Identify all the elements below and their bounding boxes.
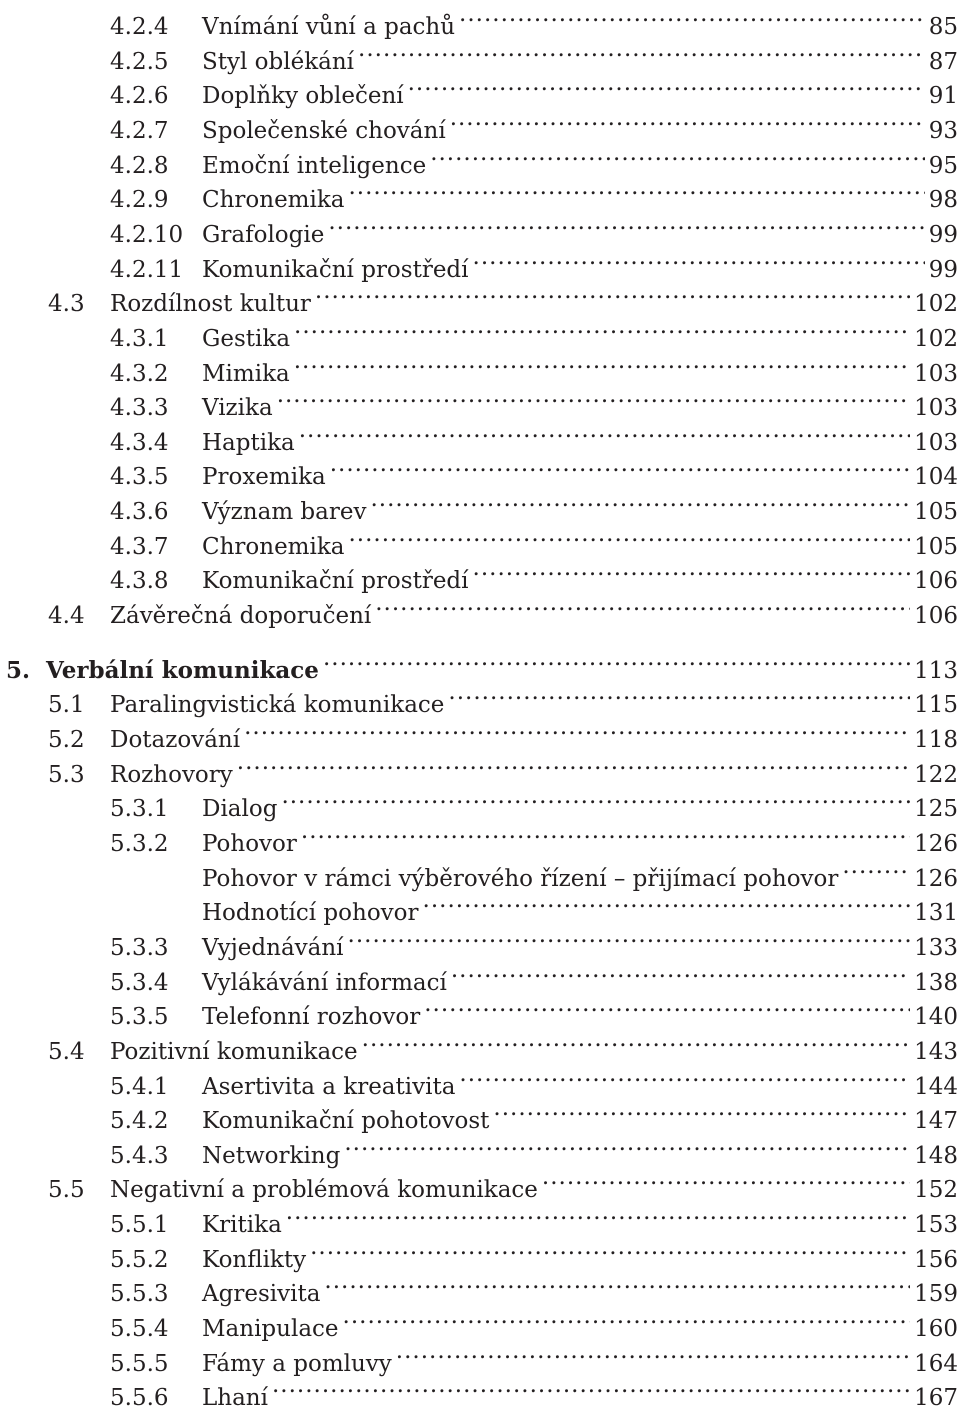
toc-entry-page: 98 [928, 187, 958, 214]
toc-entry-title: Rozdílnost kultur [110, 291, 311, 318]
toc-entry-page: 144 [914, 1073, 958, 1100]
toc-entry-title: Proxemika [202, 464, 326, 491]
dot-leader [459, 1060, 910, 1094]
toc-entry-page: 102 [914, 325, 958, 352]
toc-entry-number: 4.3.7 [110, 533, 169, 560]
toc-entry-number: 5.2 [48, 727, 85, 753]
toc-entry-page: 126 [914, 865, 958, 892]
dot-leader [324, 1267, 910, 1301]
toc-entry-page: 148 [914, 1142, 958, 1169]
toc-entry-number: 5.5.2 [110, 1246, 169, 1273]
dot-leader [281, 782, 910, 816]
toc-entry-page: 106 [914, 568, 958, 595]
toc-entry[interactable] [202, 852, 958, 892]
dot-leader [294, 312, 910, 346]
toc-entry-page: 160 [914, 1316, 958, 1343]
toc-entry-number: 5.5 [48, 1177, 85, 1204]
toc-entry-title: Telefonní rozhovor [202, 1004, 421, 1031]
dot-leader [842, 852, 910, 886]
toc-entry-title: Hodnotící pohovor [202, 900, 419, 927]
toc-entry-page: 140 [914, 1004, 958, 1031]
toc-entry-title: Gestika [202, 325, 291, 352]
toc-entry-page: 143 [914, 1038, 958, 1065]
toc-entry-page: 118 [914, 727, 958, 753]
toc-entry-number: 4.3.4 [110, 429, 169, 456]
toc-entry-title: Komunikační pohotovost [202, 1108, 490, 1135]
toc-entry[interactable] [110, 1129, 958, 1169]
dot-leader [272, 1371, 910, 1405]
toc-entry-page: 105 [914, 533, 958, 560]
toc-entry-number: 5.4 [48, 1038, 85, 1065]
toc-entry-number: 5.5.5 [110, 1350, 169, 1377]
toc-entry-title: Chronemika [202, 187, 345, 214]
toc-entry[interactable] [110, 1302, 958, 1343]
toc-entry-title: Dotazování [110, 727, 241, 753]
toc-entry[interactable] [48, 713, 958, 753]
toc-entry[interactable] [110, 520, 958, 560]
dot-leader [343, 1302, 911, 1336]
toc-entry[interactable] [110, 208, 958, 248]
toc-entry-number: 5.1 [48, 692, 85, 719]
toc-entry-page: 115 [914, 692, 958, 719]
toc-entry[interactable] [202, 886, 958, 927]
toc-entry-title: Verbální komunikace [46, 656, 319, 684]
toc-entry-page: 102 [914, 291, 958, 318]
toc-entry[interactable] [110, 956, 958, 996]
toc-entry-page: 159 [914, 1281, 958, 1308]
toc-entry-number: 4.3.5 [110, 464, 169, 491]
toc-entry-number: 4.2.5 [110, 48, 169, 75]
toc-entry-page: 85 [928, 14, 958, 40]
toc-entry-number: 4.2.9 [110, 187, 169, 214]
toc-entry-number: 4.4 [48, 603, 85, 630]
toc-entry[interactable] [48, 748, 958, 788]
toc-entry-page: 122 [914, 761, 958, 788]
toc-entry-page: 152 [914, 1177, 958, 1204]
toc-entry-page: 156 [914, 1246, 958, 1273]
toc-entry-number: 5.3.3 [110, 934, 169, 961]
dot-leader [459, 0, 925, 34]
toc-entry[interactable] [110, 1060, 958, 1100]
toc-entry[interactable] [110, 1267, 958, 1308]
dot-leader [294, 347, 910, 381]
toc-entry-title: Styl oblékání [202, 48, 355, 75]
toc-entry-page: 133 [914, 934, 958, 961]
dot-leader [423, 886, 911, 920]
toc-entry-title: Pohovor [202, 830, 297, 857]
toc-entry-page: 153 [914, 1212, 958, 1239]
toc-entry[interactable] [110, 416, 958, 456]
toc-entry-title: Manipulace [202, 1316, 339, 1343]
dot-leader [362, 1025, 910, 1059]
dot-leader [450, 104, 925, 138]
toc-entry-title: Negativní a problémová komunikace [110, 1177, 538, 1204]
toc-entry-page: 138 [914, 969, 958, 996]
toc-entry-title: Paralingvistická komunikace [110, 692, 445, 719]
dot-leader [396, 1337, 910, 1371]
toc-entry-number: 4.2.6 [110, 83, 169, 110]
toc-entry-number: 5.4.2 [110, 1108, 169, 1135]
dot-leader [430, 139, 925, 173]
dot-leader [344, 1129, 910, 1163]
dot-leader [310, 1233, 910, 1267]
dot-leader [328, 208, 924, 242]
toc-entry[interactable] [110, 990, 958, 1031]
toc-entry-title: Lhaní [202, 1385, 268, 1412]
toc-entry-title: Vnímání vůní a pachů [202, 14, 456, 40]
toc-entry[interactable] [110, 1094, 958, 1135]
toc-entry-page: 113 [914, 657, 958, 684]
dot-leader [349, 173, 925, 207]
toc-entry[interactable] [48, 589, 958, 630]
dot-leader [448, 678, 910, 712]
toc-entry-number: 4.2.8 [110, 152, 169, 179]
toc-entry-page: 99 [928, 256, 958, 283]
toc-entry-title: Rozhovory [110, 761, 233, 788]
toc-entry-page: 167 [914, 1385, 958, 1412]
toc-entry[interactable] [110, 381, 958, 422]
dot-leader [315, 277, 910, 311]
toc-entry[interactable] [110, 450, 958, 491]
toc-entry-page: 103 [914, 395, 958, 422]
toc-entry[interactable] [110, 312, 958, 352]
toc-entry[interactable] [110, 35, 958, 75]
toc-entry-number: 4.2.11 [110, 256, 184, 283]
toc-entry-page: 93 [928, 117, 958, 144]
toc-entry-page: 95 [928, 152, 958, 179]
toc-entry-title: Vylákávání informací [202, 969, 447, 996]
toc-entry[interactable] [110, 0, 958, 40]
dot-leader [375, 589, 910, 623]
toc-entry-page: 147 [914, 1108, 958, 1135]
toc-entry-number: 4.3.2 [110, 360, 169, 387]
toc-entry-number: 4.3.8 [110, 568, 169, 595]
dot-leader [370, 485, 910, 519]
toc-entry-number: 5.5.4 [110, 1316, 169, 1343]
toc-entry-title: Pohovor v rámci výběrového řízení – přijímací pohovor [202, 865, 839, 892]
toc-entry-title: Komunikační prostředí [202, 568, 469, 595]
toc-entry-title: Grafologie [202, 221, 325, 248]
toc-entry[interactable] [110, 173, 958, 214]
toc-entry[interactable] [110, 782, 958, 823]
dot-leader [237, 748, 910, 782]
toc-entry-title: Fámy a pomluvy [202, 1350, 392, 1377]
toc-entry-title: Networking [202, 1142, 341, 1169]
dot-leader [358, 35, 925, 69]
toc-entry-number: 5.3.1 [110, 796, 169, 823]
dot-leader [493, 1094, 910, 1128]
dot-leader [301, 817, 910, 851]
dot-leader [451, 956, 910, 990]
toc-entry-title: Pozitivní komunikace [110, 1038, 358, 1065]
toc-entry-title: Agresivita [202, 1281, 321, 1308]
toc-entry-title: Doplňky oblečení [202, 83, 404, 110]
dot-leader [330, 450, 910, 484]
toc-entry[interactable] [110, 243, 958, 283]
toc-entry[interactable] [48, 678, 958, 719]
toc-entry-number: 5.4.1 [110, 1073, 169, 1100]
toc-entry[interactable] [110, 139, 958, 179]
toc-entry-page: 103 [914, 429, 958, 456]
toc-entry[interactable] [110, 817, 958, 857]
toc-entry-title: Haptika [202, 429, 295, 456]
toc-entry-page: 87 [928, 48, 958, 75]
dot-leader [542, 1163, 910, 1197]
toc-entry[interactable] [110, 921, 958, 961]
toc-entry-number: 5.4.3 [110, 1142, 169, 1169]
toc-entry[interactable] [48, 277, 958, 318]
toc-entry[interactable] [110, 1198, 958, 1239]
dot-leader [286, 1198, 910, 1232]
toc-entry-number: 5.5.3 [110, 1281, 169, 1308]
toc-entry-page: 105 [914, 499, 958, 526]
toc-entry-title: Konflikty [202, 1246, 307, 1273]
toc-entry[interactable] [110, 104, 958, 144]
dot-leader [277, 381, 910, 415]
toc-entry-number: 5.3.2 [110, 830, 169, 857]
dot-leader [348, 921, 911, 955]
toc-entry-number: 4.2.7 [110, 117, 169, 144]
toc-entry-title: Význam barev [202, 499, 367, 526]
toc-entry[interactable] [110, 69, 958, 110]
toc-entry[interactable] [110, 554, 958, 595]
toc-entry[interactable] [110, 485, 958, 526]
toc-entry-title: Komunikační prostředí [202, 256, 469, 283]
toc-entry-page: 99 [928, 221, 958, 248]
toc-entry-page: 91 [928, 83, 958, 110]
toc-entry-title: Chronemika [202, 533, 345, 560]
toc-entry-page: 125 [914, 796, 958, 823]
dot-leader [424, 990, 910, 1024]
toc-entry-number: 4.3.6 [110, 499, 169, 526]
toc-entry-page: 131 [914, 900, 958, 927]
toc-entry-page: 103 [914, 360, 958, 387]
toc-entry-number: 5.3.5 [110, 1004, 169, 1031]
toc-entry-number: 5.3 [48, 761, 85, 788]
toc-entry-number: 4.3.3 [110, 395, 169, 422]
toc-entry-number: 5.3.4 [110, 969, 169, 996]
toc-entry[interactable] [6, 644, 958, 684]
toc-entry-number: 4.3 [48, 291, 85, 318]
toc-entry-title: Mimika [202, 360, 290, 387]
toc-entry-title: Dialog [202, 796, 278, 823]
dot-leader [299, 416, 910, 450]
toc-entry-page: 164 [914, 1350, 958, 1377]
toc-entry-title: Závěrečná doporučení [110, 603, 372, 630]
toc-entry-number: 5.5.1 [110, 1212, 169, 1239]
toc-entry[interactable] [110, 1233, 958, 1273]
dot-leader [408, 69, 925, 103]
toc-entry-number: 5.5.6 [110, 1385, 169, 1412]
toc-entry-number: 4.3.1 [110, 325, 169, 352]
toc-entry-title: Kritika [202, 1212, 282, 1239]
toc-entry-page: 104 [914, 464, 958, 491]
toc-entry[interactable] [48, 1025, 958, 1065]
dot-leader [244, 713, 910, 747]
toc-entry-number: 4.2.10 [110, 221, 184, 248]
toc-entry-page: 126 [914, 830, 958, 857]
toc-entry[interactable] [48, 1163, 958, 1204]
dot-leader [323, 644, 910, 678]
dot-leader [473, 243, 925, 277]
toc-entry-title: Vizika [202, 395, 273, 422]
toc-entry[interactable] [110, 1337, 958, 1377]
dot-leader [349, 520, 911, 554]
toc-entry-number: 5. [6, 656, 31, 684]
toc-entry-title: Společenské chování [202, 117, 446, 144]
toc-entry[interactable] [110, 1371, 958, 1412]
toc-entry[interactable] [110, 347, 958, 387]
toc-entry-title: Asertivita a kreativita [202, 1073, 456, 1100]
toc-entry-title: Vyjednávání [202, 934, 344, 961]
toc-entry-title: Emoční inteligence [202, 152, 427, 179]
dot-leader [473, 554, 911, 588]
toc-entry-number: 4.2.4 [110, 14, 169, 40]
toc-entry-page: 106 [914, 603, 958, 630]
